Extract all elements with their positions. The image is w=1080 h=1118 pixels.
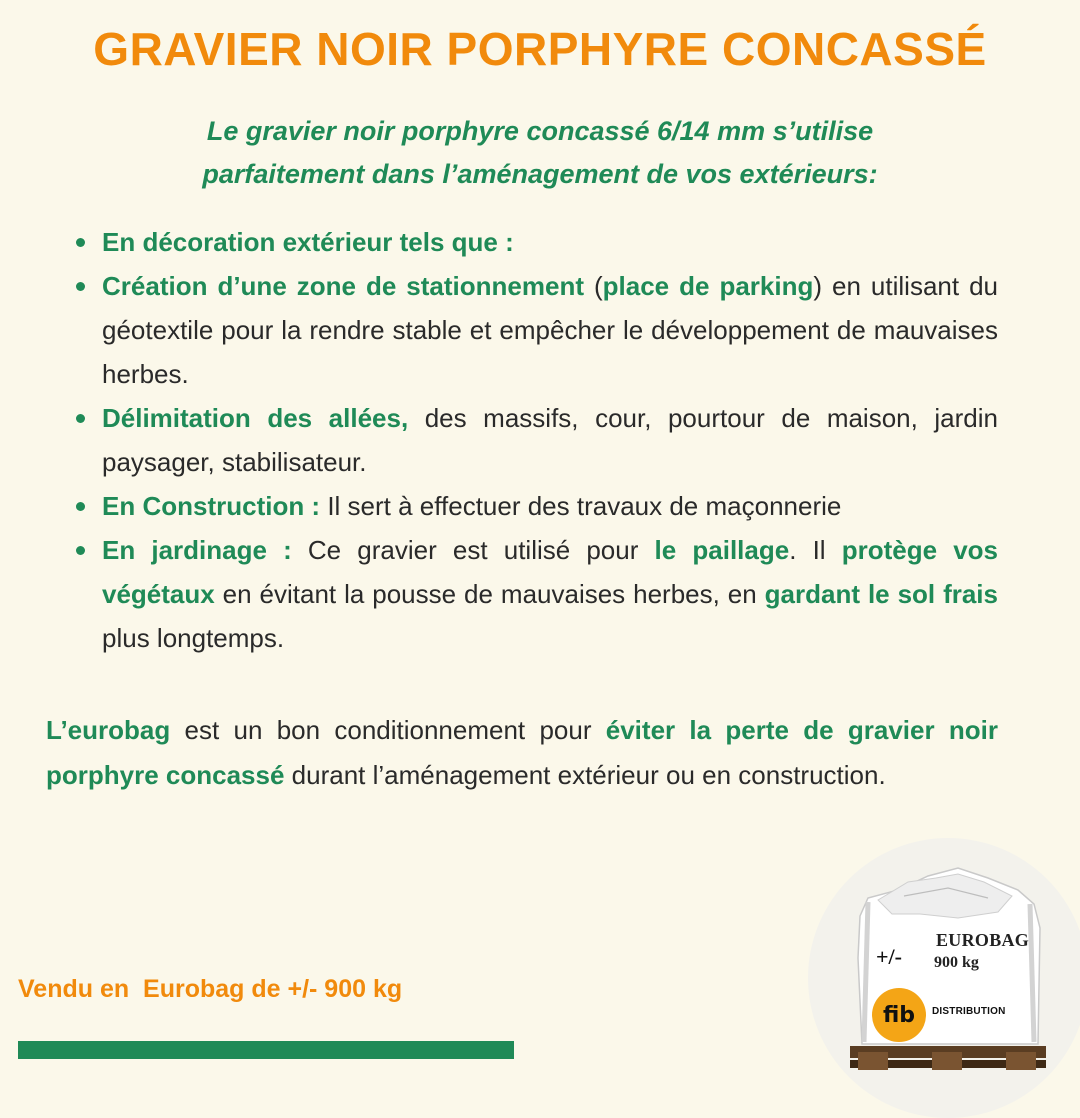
list-item-bold: le paillage [654, 535, 790, 565]
intro-line-2: parfaitement dans l’aménagement de vos extérieurs: [202, 159, 878, 189]
list-item-text: plus longtemps. [102, 623, 285, 653]
list-item-text: ( [584, 271, 603, 301]
list-item-bold: En jardinage : [102, 535, 292, 565]
list-item-allees [72, 396, 998, 484]
list-item-bold: gardant le sol frais [764, 579, 998, 609]
bag-plus-minus: +/- [876, 944, 902, 969]
page-title: GRAVIER NOIR PORPHYRE CONCASSÉ [93, 23, 987, 75]
fib-logo [872, 988, 926, 1042]
list-item-bold: Délimitation des allées, [102, 403, 409, 433]
closing-bold: éviter la perte de gravier noir porphyre concassé [46, 715, 998, 790]
list-item-text: des massifs, cour, pourtour de maison, jardin paysager, stabilisateur. [102, 403, 998, 477]
closing-paragraph [46, 708, 998, 798]
usage-list [72, 220, 998, 660]
intro-text [70, 110, 1010, 196]
list-item-parking [72, 264, 998, 396]
closing-bold: L’eurobag [46, 715, 171, 745]
list-item-bold: protège vos végétaux [102, 535, 999, 609]
list-item-construction [72, 484, 998, 528]
list-item-bold: Création d’une zone de stationnement [102, 271, 584, 301]
list-item-bold: En Construction : [102, 491, 321, 521]
fib-distribution-label: DISTRIBUTION [932, 1006, 1006, 1017]
bag-label-weight: 900 kg [934, 954, 979, 971]
closing-text: durant l’aménagement extérieur ou en construction. [284, 760, 886, 790]
list-item-bold: place de parking [602, 271, 814, 301]
intro-line-1: Le gravier noir porphyre concassé 6/14 mm s’utilise [206, 116, 874, 146]
eurobag-image [808, 838, 1080, 1080]
list-item-bold: En décoration extérieur tels que : [102, 227, 514, 257]
closing-text: est un bon conditionnement pour [170, 715, 606, 745]
list-item-text: en évitant la pousse de mauvaises herbes, en [214, 579, 765, 609]
accent-bar [18, 1041, 514, 1059]
list-item-text: ) en utilisant du géotextile pour la rendre stable et empêcher le développement de mauvaises herbes. [102, 271, 998, 389]
fib-logo-text: fib [882, 1002, 916, 1028]
sold-in-label: Vendu en Eurobag de +/- 900 kg [18, 975, 403, 1003]
list-item-text: . Il [789, 535, 842, 565]
bag-label-eurobag: EUROBAG [936, 930, 1030, 950]
list-item-decoration [72, 220, 998, 264]
list-item-text: Ce gravier est utilisé pour [291, 535, 655, 565]
list-item-text: Il sert à effectuer des travaux de maçonnerie [320, 491, 842, 521]
list-item-jardinage [72, 528, 998, 660]
